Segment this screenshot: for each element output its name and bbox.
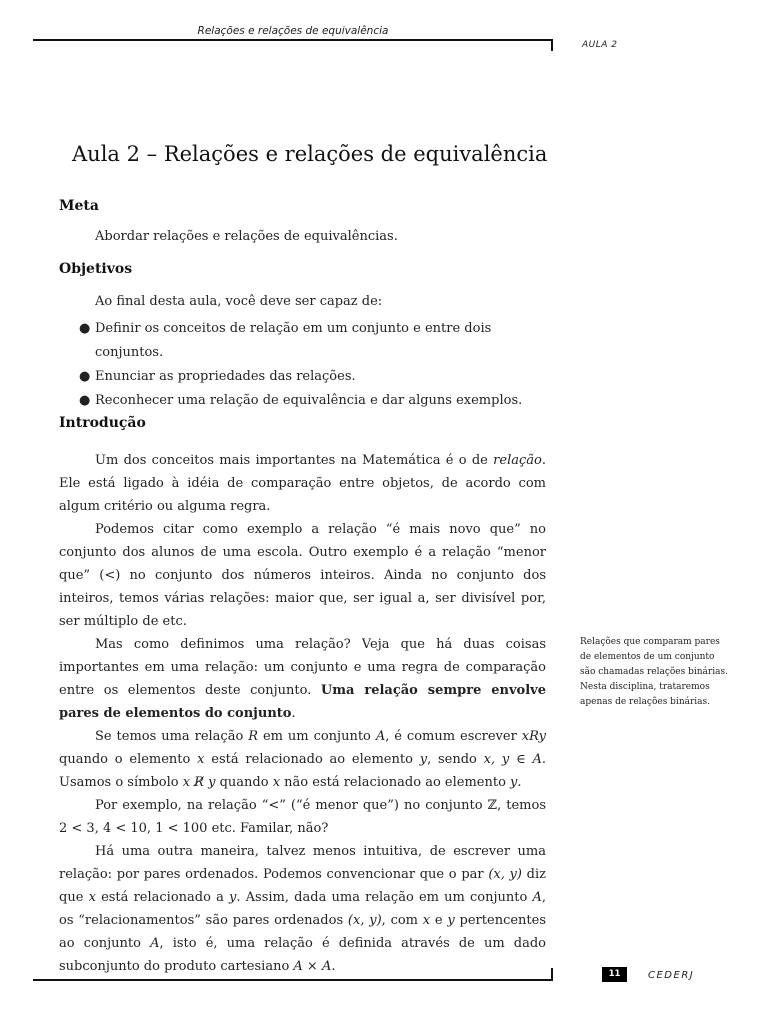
footer-rule-tick <box>551 968 553 980</box>
meta-text: Abordar relações e relações de equivalências. <box>95 229 398 244</box>
page-number: 11 <box>602 967 627 982</box>
footer-rule <box>33 979 553 981</box>
paragraph-6: Há uma outra maneira, talvez menos intuitiva, de escrever uma relação: por pares ordenados. Podemos convencionar que o par (x, y) diz que x está relacionado a y. Assim, dada uma relação em um conjunto A, os “relacionamentos” são pares ordenados (x, y), com x e y pertencentes ao conjunto A, isto é, uma relação é definida através de um dado subconjunto do produto cartesiano A × A. <box>59 844 547 974</box>
introducao-body <box>59 449 546 978</box>
objetivos-heading: Objetivos <box>59 261 133 277</box>
paragraph-5: Por exemplo, na relação “<” (“é menor que”) no conjunto ℤ, temos 2 < 3, 4 < 10, 1 < 100 etc. Familar, não? <box>59 798 546 836</box>
running-header-title: Relações e relações de equivalência <box>197 25 389 37</box>
margin-note: Relações que comparam pares de elementos de um conjunto são chamadas relações binárias. Nesta disciplina, trataremos apenas de relações binárias. <box>580 637 728 707</box>
objetivos-list-block <box>59 317 546 413</box>
header-rule-tick <box>551 39 553 51</box>
page-title: Aula 2 – Relações e relações de equivalência <box>72 142 548 166</box>
introducao-heading: Introdução <box>59 415 146 431</box>
bullet-icon: ● <box>79 369 91 384</box>
objetivo-item: ● Definir os conceitos de relação em um conjunto e entre dois conjuntos. <box>59 317 546 365</box>
header-section-label: AULA 2 <box>582 40 618 50</box>
footer-brand: CEDERJ <box>648 970 695 981</box>
objetivo-item: ● Reconhecer uma relação de equivalência e dar alguns exemplos. <box>59 389 546 413</box>
header-rule <box>33 39 553 41</box>
objetivos-intro: Ao final desta aula, você deve ser capaz de: <box>95 294 383 309</box>
paragraph-4: Se temos uma relação R em um conjunto A, é comum escrever xRy quando o elemento x está relacionado ao elemento y, sendo x, y ∈ A. Usamos o símbolo x R̸ y quando x não está relacionado ao elemento y. <box>59 729 546 790</box>
meta-text-block <box>59 225 546 248</box>
paragraph-3: Mas como definimos uma relação? Veja que há duas coisas importantes em uma relação: um conjunto e uma regra de comparação entre os elementos deste conjunto. Uma relação sempre envolve pares de elementos do conjunto. <box>59 637 546 721</box>
paragraph-2: Podemos citar como exemplo a relação “é mais novo que” no conjunto dos alunos de uma escola. Outro exemplo é a relação “menor que” (<) no conjunto dos números inteiros. Ainda no conjunto dos inteiros, temos várias relações: maior que, ser igual a, ser divisível por, ser múltiplo de etc. <box>59 522 546 629</box>
bullet-icon: ● <box>79 321 91 336</box>
meta-heading: Meta <box>59 198 99 214</box>
objetivo-item: ● Enunciar as propriedades das relações. <box>59 365 546 389</box>
bullet-icon: ● <box>79 393 91 408</box>
objetivos-list <box>59 317 546 413</box>
objetivos-intro-block <box>59 290 546 313</box>
paragraph-1: Um dos conceitos mais importantes na Matemática é o de relação. Ele está ligado à idéia de comparação entre objetos, de acordo com algum critério ou alguma regra. <box>59 453 546 514</box>
